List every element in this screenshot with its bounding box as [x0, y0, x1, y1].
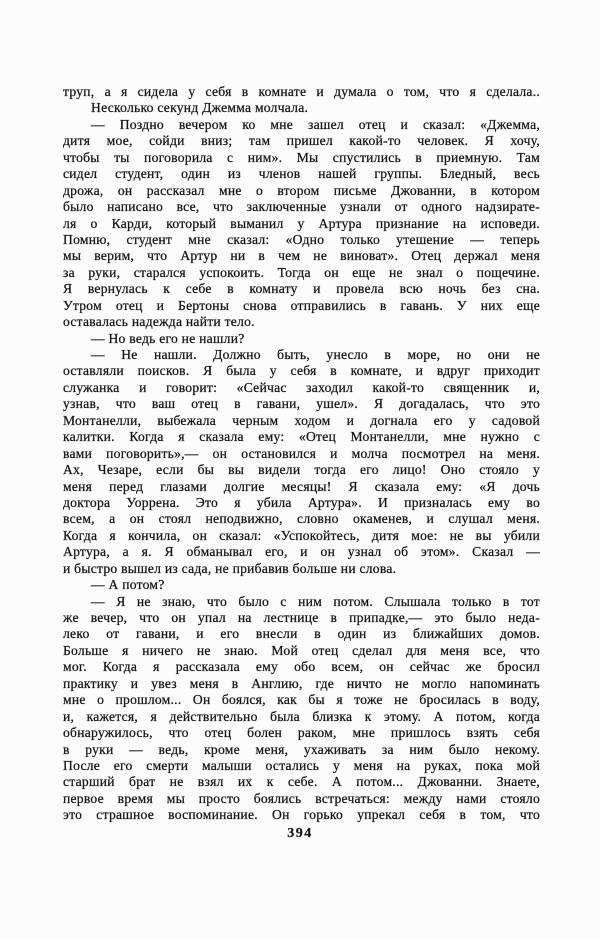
text-line: оставляли поисков. Я была у себя в комнате, и вдруг приходит: [63, 363, 540, 379]
text-line: и, кажется, я действительно была близка к этому. А потом, когда: [63, 708, 540, 724]
text-line: оставалась надежда найти тело.: [63, 314, 255, 330]
text-line: леко от гавани, и его внесли в один из ближайших домов.: [63, 626, 540, 642]
text-line: Утром отец и Бертоны снова отправились в гавань. У них еще: [63, 297, 540, 313]
text-line: — Я не знаю, что было с ним потом. Слышала только в тот: [91, 593, 540, 609]
text-line: Монтанелли, выбежала черным ходом и догнала его у садовой: [63, 412, 540, 428]
text-line: Я вернулась к себе в комнату и провела всю ночь без сна.: [63, 281, 540, 297]
text-line: труп, а я сидела у себя в комнате и думала о том, что я сделала..: [63, 84, 540, 99]
text-line: мог. Когда я рассказала ему обо всем, он сейчас же бросил: [63, 659, 540, 675]
page-number: 394: [287, 826, 313, 841]
text-line: мы верим, что Артур ни в чем не виноват». Отец держал меня: [63, 248, 540, 264]
text-line: — Но ведь его не нашли?: [91, 330, 245, 346]
text-line: — А потом?: [91, 577, 165, 593]
text-line: дрожа, он рассказал мне о втором письме Джованни, в котором: [63, 182, 540, 198]
text-line: же вечер, что он упал на лестнице в припадке,— это было неда-: [63, 610, 540, 625]
text-line: калитки. Когда я сказала ему: «Отец Монтанелли, мне нужно с: [63, 429, 540, 445]
text-line: дитя мое, сойди вниз; там пришел какой-то человек. Я хочу,: [63, 133, 540, 149]
text-line: узнав, что ваш отец в гавани, ушел». Я догадалась, что это: [63, 396, 540, 412]
text-line: старший брат не взял их к себе. А потом... Джованни. Знаете,: [63, 774, 540, 790]
text-line: чтобы ты поговорила с ним». Мы спустились в приемную. Там: [63, 149, 540, 165]
text-line: После его смерти малыши остались у меня на руках, пока мой: [63, 757, 540, 773]
text-line: ля о Карди, который выманил у Артура признание на исповеди.: [63, 215, 540, 231]
page-text: [63, 84, 540, 824]
text-line: Помню, студент мне сказал: «Одно только утешение — теперь: [63, 231, 540, 247]
text-line: меня перед глазами долгие месяцы! Я сказала ему: «Я дочь: [63, 478, 540, 494]
text-line: Когда я кончила, он сказал: «Успокойтесь, дитя мое: не вы убили: [63, 527, 540, 543]
text-line: Больше я ничего не знаю. Мой отец сделал для меня все, что: [63, 642, 540, 658]
text-line: всем, а он стоял неподвижно, словно окаменев, и слушал меня.: [63, 511, 540, 527]
text-line: Несколько секунд Джемма молчала.: [91, 100, 309, 116]
text-line: и быстро вышел из сада, не прибавив больше ни слова.: [63, 560, 397, 576]
text-line: Артура, а я. Я обманывал его, и он узнал об этом». Сказал —: [63, 544, 540, 560]
text-line: мне о прошлом... Он боялся, как бы я тоже не бросилась в воду,: [63, 692, 540, 708]
text-line: обнаружилось, что отец болен раком, мне пришлось взять себя: [63, 725, 540, 741]
text-line: Ах, Чезаре, если бы вы видели тогда его лицо! Оно стояло у: [63, 462, 540, 478]
text-line: доктора Уоррена. Это я убила Артура». И призналась ему во: [63, 494, 540, 510]
text-line: служанка и говорит: «Сейчас заходил какой-то священник и,: [63, 379, 540, 395]
text-line: практику и увез меня в Англию, где ничто не могло напоминать: [63, 675, 540, 691]
text-line: вами поговорить»,— он остановился и молча посмотрел на меня.: [63, 445, 540, 461]
text-line: было написано все, что заключенные узнали от одного надзирате-: [63, 199, 540, 215]
text-line: в руки — ведь, кроме меня, ухаживать за ним было некому.: [63, 741, 540, 757]
text-line: — Поздно вечером ко мне зашел отец и сказал: «Джемма,: [91, 116, 540, 132]
text-line: это страшное воспоминание. Он горько упрекал себя в том, что: [63, 807, 540, 823]
text-line: первое время мы просто боялись встречаться: между нами стояло: [63, 790, 540, 806]
text-line: — Не нашли. Должно быть, унесло в море, но они не: [91, 347, 540, 362]
text-line: за руки, старался успокоить. Тогда он еще не знал о пощечине.: [63, 264, 540, 280]
text-line: сидел студент, один из членов нашей группы. Бледный, весь: [63, 166, 540, 182]
